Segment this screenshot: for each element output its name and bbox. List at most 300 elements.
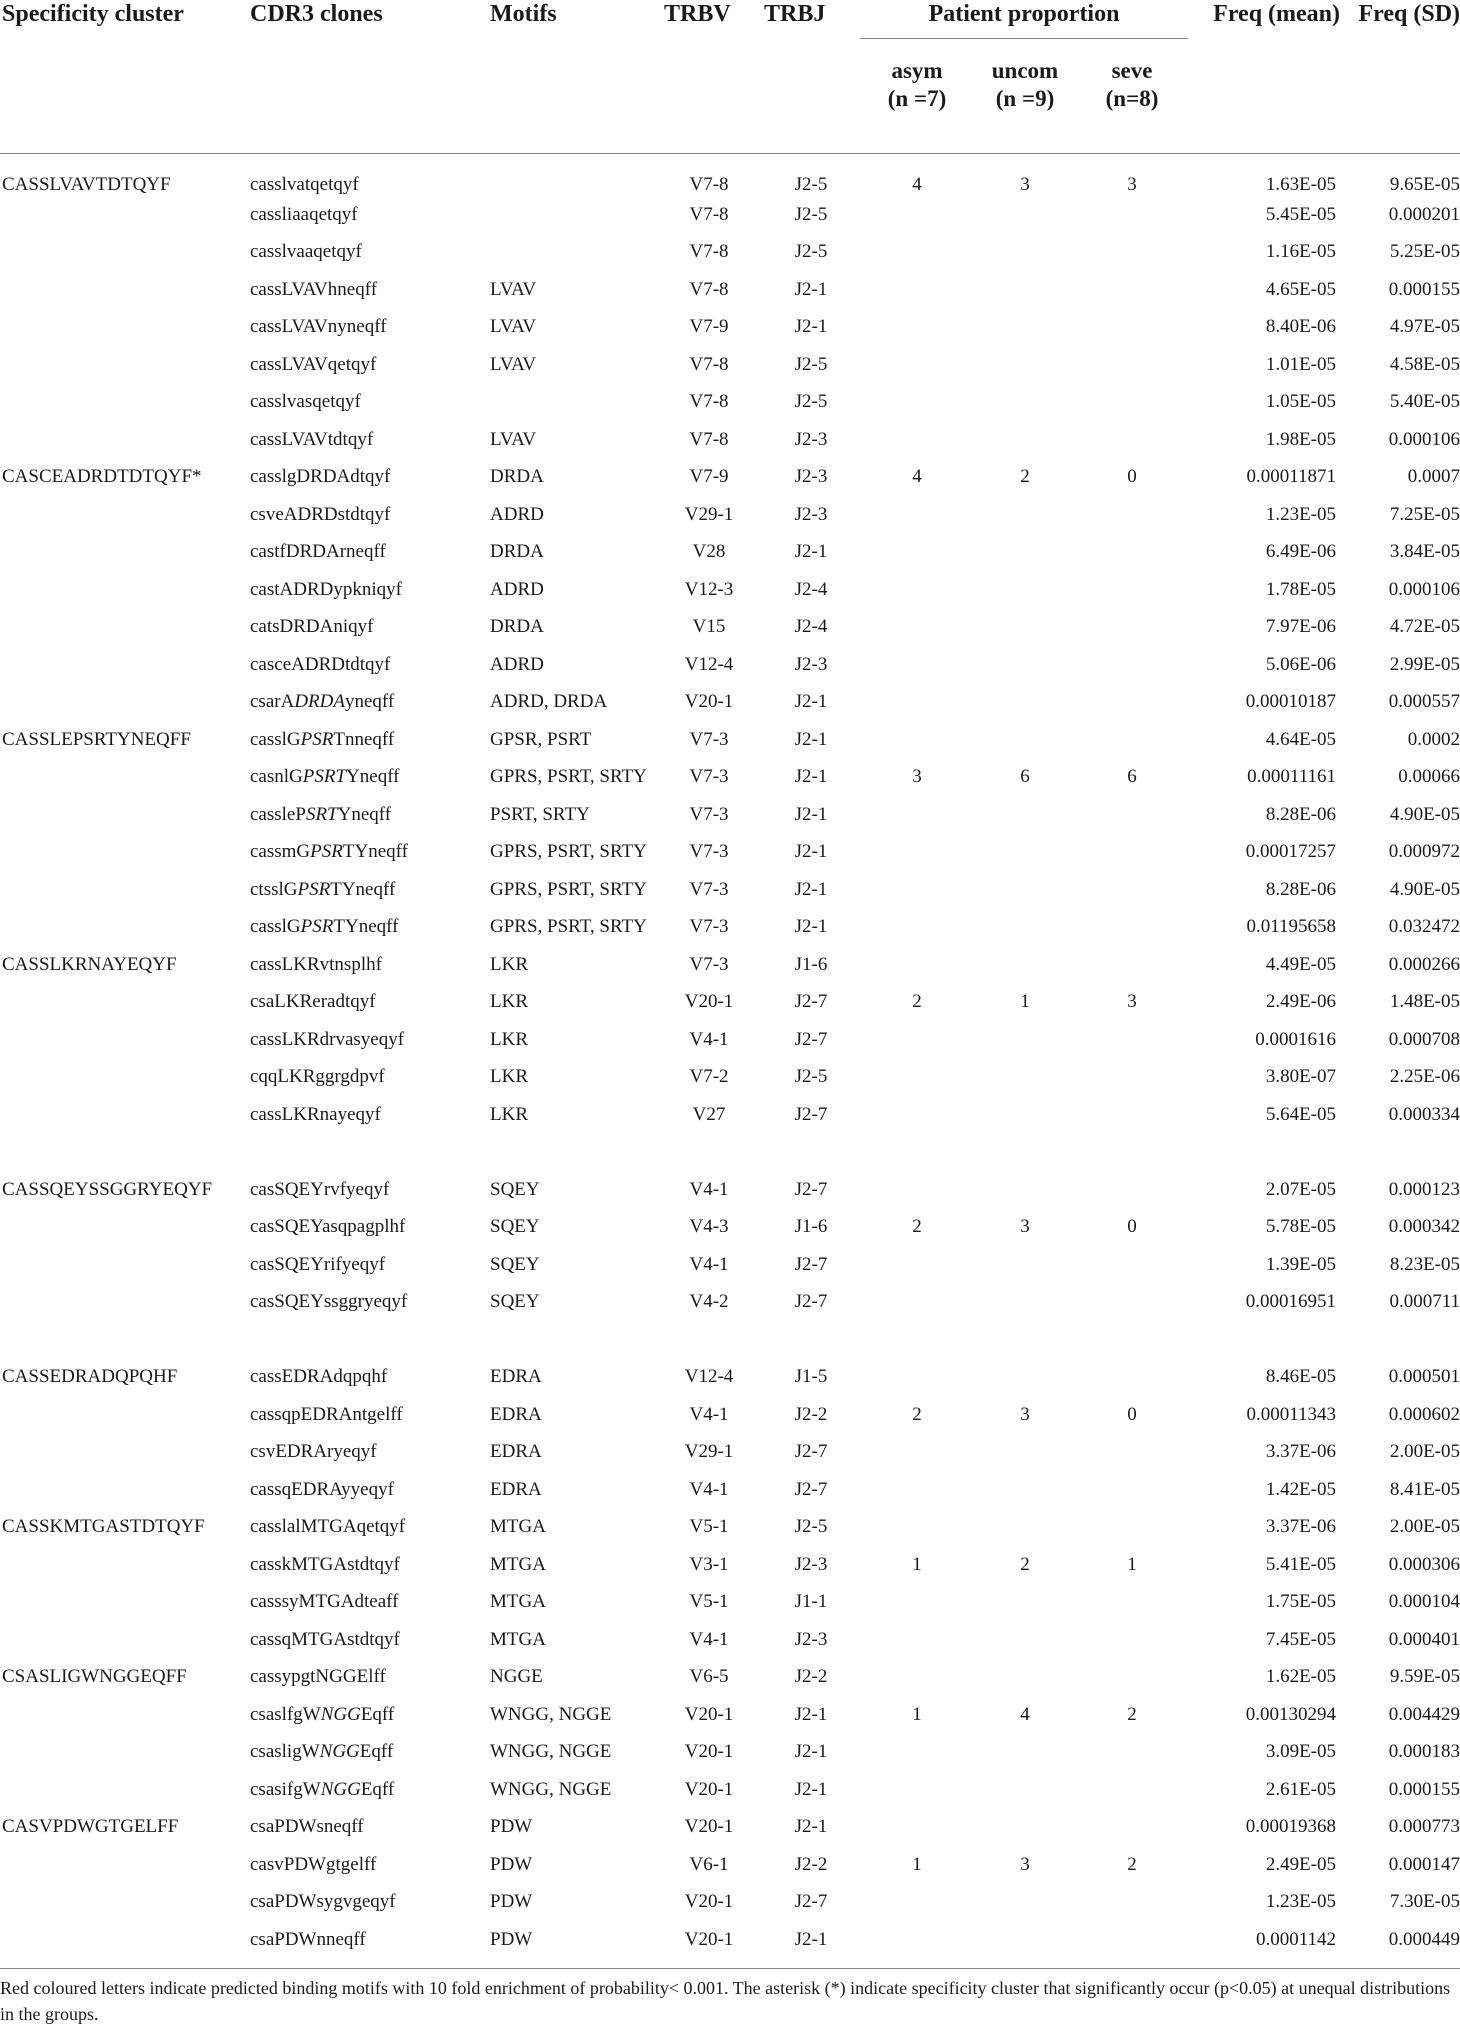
- cell-motif: [452, 154, 656, 197]
- cell-motif: PSRT, SRTY: [490, 803, 590, 825]
- header-freq-mean: Freq (mean): [1213, 1, 1341, 27]
- cell-freq-sd: 0.000183: [1388, 1741, 1460, 1763]
- cell-uncom: [974, 1884, 1076, 1922]
- cell-cluster: [0, 1846, 250, 1884]
- cell-cdr3-clone: cqqLKRggrgdpvf: [250, 1066, 385, 1088]
- cell-cluster: [0, 384, 250, 422]
- cell-motif: MTGA: [490, 1516, 546, 1538]
- cell-trbv: V7-3: [689, 841, 729, 863]
- spacer-cell: [0, 1321, 1460, 1359]
- cell-cdr3-clone: csaLKReradtqyf: [250, 991, 376, 1013]
- cell-cluster: [0, 871, 250, 909]
- cell-trbv: V7-8: [689, 353, 729, 375]
- cell-uncom: [974, 796, 1076, 834]
- cell-freq-mean: 1.62E-05: [1265, 1666, 1337, 1688]
- header-motifs: Motifs: [490, 1, 557, 27]
- cell-seve: 0: [1127, 1403, 1137, 1425]
- cell-cdr3-clone: csaPDWnneqff: [250, 1928, 366, 1950]
- cell-seve: [1076, 421, 1188, 459]
- cell-seve: [1076, 1659, 1188, 1697]
- cell-uncom: [974, 234, 1076, 272]
- cell-motif: ADRD, DRDA: [490, 691, 608, 713]
- cell-cluster: [0, 834, 250, 872]
- cell-trbj: J2-7: [794, 1891, 828, 1913]
- table-row: [0, 1471, 1460, 1509]
- cell-cdr3-clone: catsDRDAniqyf: [250, 616, 374, 638]
- cell-freq-sd: 0.000123: [1388, 1178, 1460, 1200]
- cell-trbv: V20-1: [684, 1816, 734, 1838]
- cell-cluster: CASSLVAVTDTQYF: [2, 174, 171, 195]
- cell-uncom: [974, 1509, 1076, 1547]
- cell-trbv: V7-8: [689, 278, 729, 300]
- cell-motif: PDW: [490, 1816, 533, 1838]
- cell-asym: [860, 421, 974, 459]
- cell-trbv: V20-1: [684, 991, 734, 1013]
- cell-freq-mean: 0.00011343: [1246, 1403, 1337, 1425]
- cell-uncom: [974, 1621, 1076, 1659]
- cell-cdr3-clone: casSQEYrifyeqyf: [250, 1253, 386, 1275]
- cell-freq-mean: 3.37E-06: [1265, 1441, 1337, 1463]
- cell-freq-sd: 7.30E-05: [1389, 1891, 1460, 1913]
- cell-motif: LVAV: [490, 428, 537, 450]
- cell-asym: [860, 1359, 974, 1397]
- cell-trbv: V29-1: [684, 503, 734, 525]
- cell-freq-sd: 4.72E-05: [1389, 616, 1460, 638]
- cell-trbj: J2-1: [794, 1703, 828, 1725]
- cell-trbv: V7-8: [689, 428, 729, 450]
- cell-seve: [1076, 346, 1188, 384]
- cell-asym: [860, 346, 974, 384]
- cell-cdr3-clone: cassqEDRAyyeqyf: [250, 1478, 394, 1500]
- table-row: [0, 909, 1460, 947]
- cell-trbj: J2-7: [794, 1291, 828, 1313]
- cell-motif: DRDA: [490, 466, 544, 488]
- table-row: [0, 946, 1460, 984]
- cell-uncom: [974, 496, 1076, 534]
- cell-cdr3-clone: casSQEYssggryeqyf: [250, 1291, 408, 1313]
- header-patient-proportion: Patient proportion: [860, 0, 1188, 39]
- cell-trbj: J2-1: [794, 803, 828, 825]
- cell-cdr3-clone: csaslfgWNGGEqff: [250, 1703, 395, 1725]
- cell-asym: [860, 1621, 974, 1659]
- cell-trbj: J2-3: [794, 1553, 828, 1575]
- cell-cdr3-clone: csaPDWsneqff: [250, 1816, 364, 1838]
- cell-cdr3-clone: casssyMTGAdteaff: [250, 1591, 399, 1613]
- cell-uncom: [974, 1434, 1076, 1472]
- cell-trbj: J2-3: [794, 428, 828, 450]
- cell-trbj: J2-1: [794, 1928, 828, 1950]
- cell-trbj: J2-7: [794, 1178, 828, 1200]
- cell-asym: [860, 1471, 974, 1509]
- cell-asym: [860, 1246, 974, 1284]
- cell-seve: [1076, 1584, 1188, 1622]
- cell-trbj: J2-5: [794, 241, 828, 263]
- cell-freq-sd: 8.41E-05: [1389, 1478, 1460, 1500]
- cell-seve: [1076, 196, 1188, 234]
- cell-trbv: V4-1: [689, 1028, 729, 1050]
- cell-trbv: V6-5: [689, 1666, 729, 1688]
- cell-seve: [1076, 234, 1188, 272]
- cell-trbj: J2-5: [794, 174, 828, 195]
- cell-seve: 3: [1127, 991, 1137, 1013]
- cell-freq-mean: 1.98E-05: [1265, 428, 1337, 450]
- cell-cdr3-clone: casSQEYrvfyeqyf: [250, 1178, 390, 1200]
- cell-freq-mean: 0.00017257: [1245, 841, 1337, 863]
- cell-trbv: V6-1: [689, 1853, 729, 1875]
- cell-seve: [1076, 1021, 1188, 1059]
- cell-freq-mean: 1.23E-05: [1265, 503, 1337, 525]
- table-row: [0, 759, 1460, 797]
- cell-seve: [1076, 1246, 1188, 1284]
- cell-freq-sd: 1.48E-05: [1389, 991, 1460, 1013]
- cell-freq-mean: 0.0001142: [1255, 1928, 1337, 1950]
- table-row: [0, 1846, 1460, 1884]
- header-asym-n: (n =7): [887, 86, 947, 111]
- cell-seve: 3: [1127, 174, 1137, 195]
- cell-asym: [860, 834, 974, 872]
- cell-motif: PDW: [490, 1853, 533, 1875]
- cell-uncom: 1: [1020, 991, 1030, 1013]
- cell-freq-mean: 0.00011871: [1246, 466, 1337, 488]
- cell-asym: [860, 609, 974, 647]
- cell-uncom: 2: [1020, 1553, 1030, 1575]
- cell-cdr3-clone: casslvatqetqyf: [250, 174, 359, 195]
- cell-cluster: [0, 646, 250, 684]
- cell-freq-sd: 5.25E-05: [1389, 241, 1460, 263]
- table-row: [0, 234, 1460, 272]
- cell-freq-sd: 0.000104: [1388, 1591, 1460, 1613]
- header-uncom-n: (n =9): [995, 86, 1055, 111]
- table-row: [0, 1659, 1460, 1697]
- cell-asym: [860, 1434, 974, 1472]
- cell-trbj: J2-1: [794, 878, 828, 900]
- cell-seve: [1076, 1284, 1188, 1322]
- cell-freq-mean: 1.23E-05: [1265, 1891, 1337, 1913]
- cell-freq-mean: 6.49E-06: [1265, 541, 1337, 563]
- cell-seve: 6: [1127, 766, 1137, 788]
- cell-cluster: [0, 534, 250, 572]
- cell-seve: [1076, 871, 1188, 909]
- cell-trbv: V7-3: [689, 916, 729, 938]
- cell-asym: [860, 1659, 974, 1697]
- cell-motif: WNGG, NGGE: [490, 1778, 612, 1800]
- cell-freq-mean: 0.00011161: [1247, 766, 1337, 788]
- cell-seve: [1076, 946, 1188, 984]
- cell-cdr3-clone: csvEDRAryeqyf: [250, 1441, 377, 1463]
- cell-uncom: [974, 834, 1076, 872]
- cell-seve: [1076, 721, 1188, 759]
- header-seve-label: seve: [1111, 58, 1153, 83]
- cell-uncom: [974, 1471, 1076, 1509]
- cell-trbv: V3-1: [689, 1553, 729, 1575]
- cell-uncom: [974, 346, 1076, 384]
- table-row: [0, 1359, 1460, 1397]
- cell-asym: [860, 1509, 974, 1547]
- cell-asym: [860, 271, 974, 309]
- cell-motif: LKR: [490, 1103, 528, 1125]
- cell-freq-mean: 0.00130294: [1245, 1703, 1337, 1725]
- cell-motif: SQEY: [490, 1253, 540, 1275]
- cell-cluster: [0, 1621, 250, 1659]
- cell-cluster: [0, 796, 250, 834]
- cell-cluster: [0, 571, 250, 609]
- cell-cluster: [0, 271, 250, 309]
- cell-seve: [1076, 1884, 1188, 1922]
- cell-cluster: [0, 346, 250, 384]
- cell-trbj: J2-5: [794, 203, 828, 225]
- cell-trbj: J2-7: [794, 1028, 828, 1050]
- cell-freq-mean: 1.42E-05: [1265, 1478, 1337, 1500]
- cell-uncom: 4: [1020, 1703, 1030, 1725]
- cell-trbj: J2-1: [794, 1778, 828, 1800]
- cell-asym: [860, 1021, 974, 1059]
- cell-trbv: V28: [692, 541, 726, 563]
- cell-seve: [1076, 834, 1188, 872]
- cell-motif: LVAV: [490, 316, 537, 338]
- cell-uncom: [974, 1059, 1076, 1097]
- cell-trbj: J2-7: [794, 1103, 828, 1125]
- cell-uncom: [974, 1921, 1076, 1959]
- cell-freq-sd: 3.84E-05: [1389, 541, 1460, 563]
- cell-asym: [860, 1771, 974, 1809]
- cell-motif: SQEY: [490, 1291, 540, 1313]
- cell-cdr3-clone: casslvasqetqyf: [250, 391, 361, 413]
- cell-freq-mean: 5.45E-05: [1265, 203, 1337, 225]
- cell-cluster: [0, 1734, 250, 1772]
- cell-uncom: [974, 1359, 1076, 1397]
- cell-freq-mean: 8.28E-06: [1265, 878, 1337, 900]
- cell-cdr3-clone: casslvaaqetqyf: [250, 241, 362, 263]
- cell-uncom: [974, 684, 1076, 722]
- cell-trbv: V4-1: [689, 1403, 729, 1425]
- cell-asym: [860, 534, 974, 572]
- cell-asym: [860, 1809, 974, 1847]
- cell-motif: GPRS, PSRT, SRTY: [490, 766, 647, 788]
- cell-freq-sd: 4.58E-05: [1389, 353, 1460, 375]
- cell-seve: [1076, 1921, 1188, 1959]
- cell-motif: MTGA: [490, 1628, 546, 1650]
- cell-freq-sd: 0.000773: [1388, 1816, 1460, 1838]
- cell-trbv: V15: [692, 616, 726, 638]
- cell-cdr3-clone: csarADRDAyneqff: [250, 691, 395, 713]
- cell-asym: 1: [912, 1853, 922, 1875]
- cell-motif: GPRS, PSRT, SRTY: [490, 878, 647, 900]
- cell-cluster: CASSLEPSRTYNEQFF: [2, 728, 191, 750]
- cell-trbv: V4-3: [689, 1216, 729, 1238]
- cell-freq-sd: 0.000201: [1388, 203, 1460, 225]
- cell-seve: [1076, 1471, 1188, 1509]
- table-row: [0, 684, 1460, 722]
- cell-freq-mean: 0.0001616: [1255, 1028, 1337, 1050]
- cell-trbj: J2-5: [794, 353, 828, 375]
- cell-trbv: V20-1: [684, 1741, 734, 1763]
- header-asym: [860, 39, 974, 154]
- cell-freq-sd: 2.25E-06: [1389, 1066, 1460, 1088]
- cell-seve: [1076, 1359, 1188, 1397]
- cell-cdr3-clone: casvPDWgtgelff: [250, 1853, 377, 1875]
- cell-trbv: V4-1: [689, 1628, 729, 1650]
- cell-trbv: V4-1: [689, 1253, 729, 1275]
- cell-trbj: J2-5: [794, 391, 828, 413]
- cell-cdr3-clone: cassLVAVhneqff: [250, 278, 378, 300]
- cell-freq-mean: 1.75E-05: [1265, 1591, 1337, 1613]
- cell-trbj: J2-2: [794, 1403, 828, 1425]
- cell-freq-mean: 5.64E-05: [1265, 1103, 1337, 1125]
- cell-trbv: V7-3: [689, 803, 729, 825]
- table-row: [0, 1396, 1460, 1434]
- cell-trbv: V7-8: [689, 241, 729, 263]
- cell-freq-mean: 1.39E-05: [1265, 1253, 1337, 1275]
- cell-trbj: J2-7: [794, 1478, 828, 1500]
- cell-freq-sd: 2.00E-05: [1389, 1441, 1460, 1463]
- table-row: [0, 1171, 1460, 1209]
- header-trbv: TRBV: [664, 1, 731, 27]
- cell-cluster: [0, 1396, 250, 1434]
- cell-asym: [860, 909, 974, 947]
- cell-uncom: [974, 1771, 1076, 1809]
- cell-freq-mean: 3.09E-05: [1265, 1741, 1337, 1763]
- cell-uncom: [974, 646, 1076, 684]
- cell-asym: 2: [912, 1216, 922, 1238]
- cell-freq-mean: 1.78E-05: [1265, 578, 1337, 600]
- cell-uncom: [974, 1809, 1076, 1847]
- header-asym-label: asym: [891, 58, 943, 83]
- cell-seve: 2: [1127, 1853, 1137, 1875]
- cell-seve: 0: [1127, 466, 1137, 488]
- cell-asym: [860, 384, 974, 422]
- cell-motif: LKR: [490, 1066, 528, 1088]
- cell-trbj: J2-3: [794, 1628, 828, 1650]
- table-row: [0, 421, 1460, 459]
- table-footnote: Red coloured letters indicate predicted binding motifs with 10 fold enrichment of probability< 0.001. The asterisk (*) indicate specificity cluster that significantly occur (p<0.05) at unequal distributions in the groups.: [0, 1968, 1460, 2027]
- cell-motif: EDRA: [490, 1441, 542, 1463]
- table-body: [0, 154, 1460, 1959]
- cell-motif: EDRA: [490, 1366, 542, 1388]
- cell-trbv: V7-8: [689, 203, 729, 225]
- cell-uncom: 2: [1020, 466, 1030, 488]
- table-row: [0, 609, 1460, 647]
- cell-motif: PDW: [490, 1928, 533, 1950]
- cell-trbj: J2-4: [794, 578, 828, 600]
- table-row: [0, 154, 1460, 197]
- cell-trbv: V5-1: [689, 1516, 729, 1538]
- cell-cluster: [0, 1059, 250, 1097]
- cell-freq-mean: 1.05E-05: [1265, 391, 1337, 413]
- cell-trbj: J1-5: [794, 1366, 828, 1388]
- cell-trbj: J2-1: [794, 316, 828, 338]
- cell-trbj: J1-6: [794, 953, 828, 975]
- cell-trbj: J2-1: [794, 1741, 828, 1763]
- table-row: [0, 1546, 1460, 1584]
- cell-cluster: [0, 1284, 250, 1322]
- cell-freq-sd: 0.000708: [1388, 1028, 1460, 1050]
- cell-freq-mean: 0.00019368: [1245, 1816, 1337, 1838]
- cell-asym: [860, 646, 974, 684]
- header-seve-n: (n=8): [1105, 86, 1159, 111]
- cell-freq-mean: 5.06E-06: [1265, 653, 1337, 675]
- table-row: [0, 834, 1460, 872]
- cell-cluster: [0, 1096, 250, 1134]
- cell-seve: [1076, 646, 1188, 684]
- cell-cdr3-clone: cassLKRdrvasyeqyf: [250, 1028, 405, 1050]
- cell-seve: [1076, 384, 1188, 422]
- cell-freq-sd: 0.00066: [1398, 766, 1460, 788]
- cell-asym: [860, 571, 974, 609]
- cell-cluster: [0, 759, 250, 797]
- cell-asym: [860, 196, 974, 234]
- cell-freq-sd: 2.00E-05: [1389, 1516, 1460, 1538]
- cell-motif: [452, 196, 656, 234]
- table-row: [0, 1734, 1460, 1772]
- cell-freq-sd: 0.000501: [1388, 1366, 1460, 1388]
- cell-trbj: J2-1: [794, 728, 828, 750]
- cell-freq-sd: 0.004429: [1388, 1703, 1460, 1725]
- cell-motif: GPRS, PSRT, SRTY: [490, 841, 647, 863]
- cell-trbv: V7-3: [689, 728, 729, 750]
- cell-cluster: CASSQEYSSGGRYEQYF: [2, 1178, 213, 1200]
- cell-freq-mean: 7.45E-05: [1265, 1628, 1337, 1650]
- table-row: [0, 1696, 1460, 1734]
- cell-motif: PDW: [490, 1891, 533, 1913]
- cell-trbv: V4-1: [689, 1178, 729, 1200]
- cell-trbv: V29-1: [684, 1441, 734, 1463]
- table-row: [0, 1284, 1460, 1322]
- cell-cdr3-clone: casslGPSRTYneqff: [250, 916, 399, 938]
- cell-cluster: [0, 1884, 250, 1922]
- cell-freq-sd: 0.000106: [1388, 428, 1460, 450]
- cell-cdr3-clone: cassypgtNGGElff: [250, 1666, 386, 1688]
- cell-trbj: J2-1: [794, 1816, 828, 1838]
- cell-cdr3-clone: casskMTGAstdtqyf: [250, 1553, 400, 1575]
- cell-cdr3-clone: cassqMTGAstdtqyf: [250, 1628, 400, 1650]
- cell-trbv: V12-4: [684, 1366, 734, 1388]
- cell-seve: [1076, 1096, 1188, 1134]
- cell-uncom: 3: [1020, 1216, 1030, 1238]
- cell-freq-sd: 0.000449: [1388, 1928, 1460, 1950]
- table-row: [0, 571, 1460, 609]
- cell-asym: [860, 309, 974, 347]
- cell-uncom: [974, 909, 1076, 947]
- cell-trbv: V20-1: [684, 1928, 734, 1950]
- cell-motif: LVAV: [490, 353, 537, 375]
- cell-asym: [860, 1059, 974, 1097]
- cell-motif: ADRD: [490, 503, 544, 525]
- cell-trbj: J2-1: [794, 541, 828, 563]
- table-row: [0, 1096, 1460, 1134]
- cell-freq-sd: 9.65E-05: [1389, 174, 1460, 195]
- cell-seve: [1076, 571, 1188, 609]
- cell-seve: [1076, 1621, 1188, 1659]
- cell-freq-sd: 4.97E-05: [1389, 316, 1460, 338]
- cell-motif: NGGE: [490, 1666, 543, 1688]
- cell-asym: [860, 1734, 974, 1772]
- cell-cluster: [0, 1771, 250, 1809]
- cell-seve: [1076, 309, 1188, 347]
- cell-uncom: 3: [1020, 174, 1030, 195]
- cell-cluster: CASCEADRDTDTQYF*: [2, 466, 202, 488]
- cell-cdr3-clone: cassLVAVnyneqff: [250, 316, 387, 338]
- cell-freq-mean: 2.49E-06: [1265, 991, 1337, 1013]
- cell-uncom: [974, 1284, 1076, 1322]
- cell-cluster: [0, 909, 250, 947]
- cell-freq-sd: 0.000306: [1388, 1553, 1460, 1575]
- cell-cdr3-clone: casslgDRDAdtqyf: [250, 466, 391, 488]
- cell-motif: [452, 384, 656, 422]
- cell-trbv: V20-1: [684, 1891, 734, 1913]
- header-cdr3-clones: CDR3 clones: [250, 1, 383, 27]
- cell-motif: ADRD: [490, 653, 544, 675]
- cell-cdr3-clone: cassLVAVtdtqyf: [250, 428, 374, 450]
